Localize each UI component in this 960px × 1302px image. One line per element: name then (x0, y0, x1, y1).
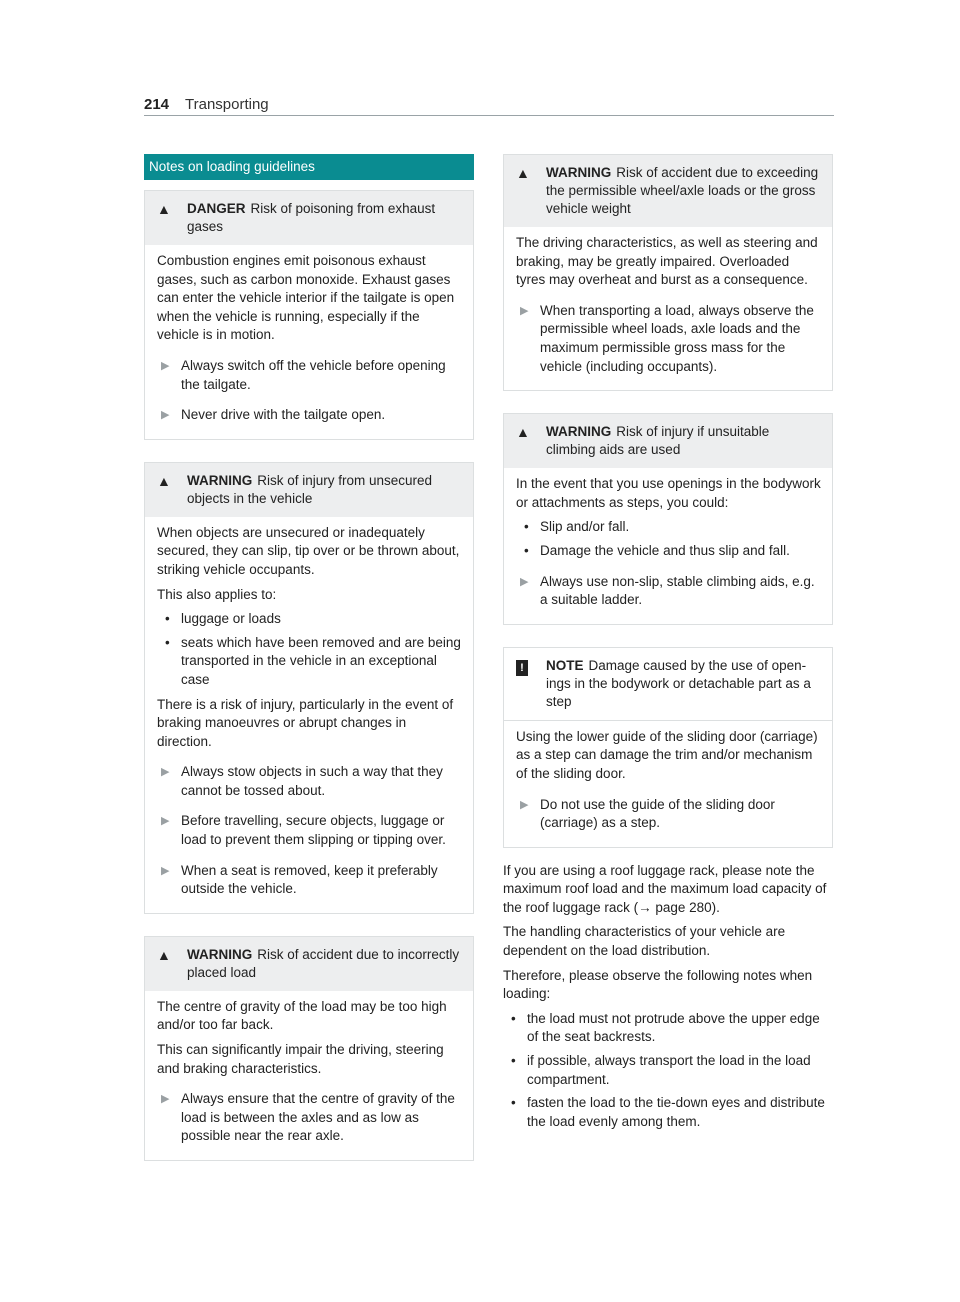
danger-heading: Risk of poisoning from exhaust gases (187, 201, 436, 234)
step (157, 1090, 463, 1146)
warning-keyword: WARNING (546, 165, 612, 180)
play-arrow-icon: ▶ (161, 766, 170, 779)
note-box (503, 647, 833, 848)
danger-box (144, 190, 474, 440)
step-text: Before travelling, secure objects, luggage or load to prevent them slipping or tipping over. (181, 813, 446, 848)
danger-header (145, 191, 473, 245)
step (516, 796, 822, 833)
step-text: Always switch off the vehicle before opening the tailgate. (181, 357, 446, 392)
step-text: Never drive with the tailgate open. (181, 407, 386, 423)
step (157, 763, 463, 800)
warning-triangle-icon: ▲ (516, 165, 530, 181)
step-text: Always use non-slip, stable climbing aids, e.g. a suitable ladder. (540, 573, 815, 608)
warning-keyword: WARNING (546, 424, 612, 440)
bullet-list (157, 610, 463, 689)
step (516, 302, 822, 376)
warning-triangle-icon: ▲ (516, 424, 530, 441)
list-item: • if possible, always transport the load in the load compartment. (503, 1052, 833, 1089)
section-title: Notes on loading guidelines (144, 154, 474, 180)
bullet-list (503, 1010, 833, 1132)
warning-body: There is a risk of injury, particularly in the event of braking manoeuvres or abrupt changes in direction. (157, 696, 454, 749)
warning-box-unsecured-objects (144, 462, 474, 914)
warning-heading: Risk of injury if unsuitable climbing aids are used (546, 424, 770, 458)
warning-heading: Risk of injury from unsecured objects in the vehicle (187, 472, 433, 506)
step-text: Always ensure that the centre of gravity of the load is between the axles and as low as possible near the rear axle. (181, 1091, 455, 1144)
warning-triangle-icon: ▲ (157, 946, 171, 963)
warning-body: This also applies to: (157, 586, 277, 602)
list-item: • seats which have been removed and are being transported in the vehicle in an exceptional case (157, 634, 463, 690)
step-text: When a seat is removed, keep it preferably outside the vehicle. (181, 862, 438, 897)
play-arrow-icon: ▶ (520, 575, 529, 588)
play-arrow-icon: ▶ (161, 359, 170, 372)
warning-triangle-icon: ▲ (157, 472, 171, 489)
play-arrow-icon: ▶ (161, 409, 170, 422)
note-header (504, 648, 832, 720)
warning-box-load-placement (144, 936, 474, 1161)
warning-body: The centre of gravity of the load may be too high and/or too far back. (157, 998, 447, 1033)
step (157, 406, 463, 425)
step (157, 812, 463, 849)
warning-header (504, 155, 832, 227)
page-header (144, 96, 834, 116)
warning-body: When objects are unsecured or inadequately secured, they can slip, tip over or be thrown about, striking vehicle occupants. (157, 524, 460, 577)
list-item: • Damage the vehicle and thus slip and fall. (516, 542, 822, 561)
paragraph: If you are using a roof luggage rack, please note the maximum roof load and the maximum load capacity of the roof luggage rack (→ page 280). (503, 862, 827, 915)
exclamation-icon: ! (516, 660, 528, 676)
play-arrow-icon: ▶ (161, 815, 170, 828)
step-text: Always stow objects in such a way that they cannot be tossed about. (181, 764, 443, 798)
paragraph: Therefore, please observe the following notes when loading: (503, 967, 813, 1002)
step (516, 573, 822, 610)
warning-keyword: WARNING (187, 472, 253, 488)
warning-heading: Risk of accident due to incorrectly placed load (187, 946, 460, 980)
note-body: Using the lower guide of the sliding door (carriage) as a step can damage the trim and/or mechanism of the sliding door. (516, 728, 818, 781)
play-arrow-icon: ▶ (161, 1093, 170, 1106)
list-item: • luggage or loads (157, 610, 463, 629)
play-arrow-icon: ▶ (520, 304, 529, 317)
warning-header (145, 463, 473, 517)
warning-triangle-icon: ▲ (157, 201, 171, 217)
step-text: Do not use the guide of the sliding door (carriage) as a step. (540, 796, 775, 831)
play-arrow-icon: ▶ (520, 798, 529, 811)
step (157, 862, 463, 899)
paragraph: The handling characteristics of your vehicle are dependent on the load distribution. (503, 924, 786, 959)
play-arrow-icon: ▶ (161, 864, 170, 877)
left-column (144, 154, 474, 1183)
step-text: When transporting a load, always observe the permissible wheel loads, axle loads and the maximum permissible gross mass for the vehicle (including occupants). (540, 302, 814, 374)
list-item: • Slip and/or fall. (516, 518, 822, 537)
danger-keyword: DANGER (187, 201, 246, 216)
warning-body: The driving characteristics, as well as steering and braking, may be greatly impaired. Overloaded tyres may overheat and burst as a consequence. (516, 235, 818, 288)
step (157, 357, 463, 394)
danger-body: Combustion engines emit poisonous exhaust gases, such as carbon monoxide. Exhaust gases can enter the vehicle interior if the tailgate is open when the vehicle is running, especially if the vehicle is in motion. (157, 253, 455, 343)
right-column (503, 154, 833, 1137)
warning-keyword: WARNING (187, 946, 253, 962)
warning-box-climbing-aids (503, 413, 833, 625)
warning-body: In the event that you use openings in the bodywork or attachments as steps, you could: (516, 476, 821, 510)
page-number: 214 (144, 96, 170, 113)
bullet-list (516, 518, 822, 560)
warning-box-overload (503, 154, 833, 391)
body-text (503, 862, 833, 1132)
note-icon-wrap (516, 657, 546, 711)
warning-heading: Risk of accident due to exceeding the permissible wheel/axle loads or the gross vehicle weight (546, 165, 819, 216)
note-heading: Damage caused by the use of openings in the bodywork or detachable part as a step (546, 657, 811, 709)
page-title: Transporting (185, 96, 269, 113)
warning-body: This can significantly impair the driving, steering and braking characteristics. (157, 1042, 444, 1076)
warning-header (504, 414, 832, 468)
list-item: • the load must not protrude above the upper edge of the seat backrests. (503, 1010, 833, 1047)
list-item: • fasten the load to the tie-down eyes and distribute the load evenly among them. (503, 1094, 833, 1131)
note-keyword: NOTE (546, 657, 584, 673)
warning-header (145, 937, 473, 991)
